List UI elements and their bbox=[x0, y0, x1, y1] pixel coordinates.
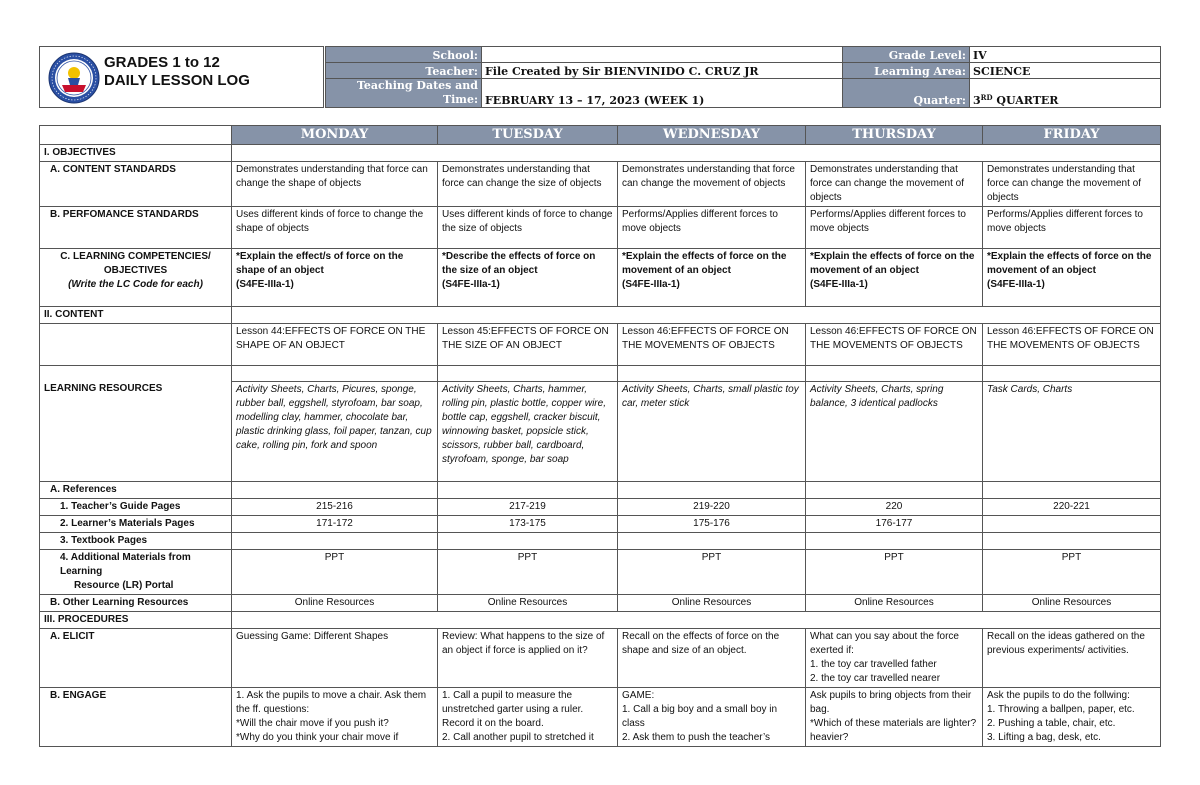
content-standards-row bbox=[40, 162, 1161, 207]
additional-tue: PPT bbox=[438, 550, 618, 595]
objectives-row bbox=[40, 145, 1161, 162]
procedures-row bbox=[40, 612, 1161, 629]
day-monday: MONDAY bbox=[232, 126, 438, 145]
content-span bbox=[232, 307, 1161, 324]
additional-mon: PPT bbox=[232, 550, 438, 595]
content-label: II. CONTENT bbox=[40, 307, 232, 324]
content-standard-fri: Demonstrates understanding that force can change the movement of objects bbox=[983, 162, 1161, 207]
resources-thu: Activity Sheets, Charts, spring balance, 3 identical padlocks bbox=[806, 382, 983, 482]
quarter-label: Quarter: bbox=[843, 79, 970, 108]
header-info-table bbox=[325, 46, 1161, 108]
resources-wed: Activity Sheets, Charts, small plastic toy car, meter stick bbox=[618, 382, 806, 482]
performance-standard-thu: Performs/Applies different forces to move objects bbox=[806, 207, 983, 249]
content-standard-thu: Demonstrates understanding that force can change the movement of objects bbox=[806, 162, 983, 207]
textbook-pages-row bbox=[40, 533, 1161, 550]
elicit-label: A. ELICIT bbox=[40, 629, 232, 688]
other-wed: Online Resources bbox=[618, 595, 806, 612]
objectives-span bbox=[232, 145, 1161, 162]
lm-pages-mon: 171-172 bbox=[232, 516, 438, 533]
tg-pages-wed: 219-220 bbox=[618, 499, 806, 516]
competency-wed: *Explain the effects of force on the movement of an object (S4FE-IIIa-1) bbox=[618, 249, 806, 307]
competency-fri: *Explain the effects of force on the movement of an object (S4FE-IIIa-1) bbox=[983, 249, 1161, 307]
lesson-wed: Lesson 46:EFFECTS OF FORCE ON THE MOVEMENTS OF OBJECTS bbox=[618, 324, 806, 366]
elicit-row bbox=[40, 629, 1161, 688]
procedures-label: III. PROCEDURES bbox=[40, 612, 232, 629]
elicit-fri: Recall on the ideas gathered on the previous experiments/ activities. bbox=[983, 629, 1161, 688]
resources-mon: Activity Sheets, Charts, Picures, sponge, rubber ball, eggshell, styrofoam, bar soap, modelling clay, hammer, chocolate bar, plastic drinking glass, foil paper, tanzan, cup cake, rolling pin, fork and spoon bbox=[232, 382, 438, 482]
teacher-value: File Created by Sir BIENVINIDO C. CRUZ JR bbox=[482, 63, 843, 79]
lm-pages-tue: 173-175 bbox=[438, 516, 618, 533]
competencies-row bbox=[40, 249, 1161, 307]
textbook-pages-label: 3. Textbook Pages bbox=[40, 533, 232, 550]
day-friday: FRIDAY bbox=[983, 126, 1161, 145]
objectives-label: I. OBJECTIVES bbox=[40, 145, 232, 162]
other-resources-row bbox=[40, 595, 1161, 612]
teacher-label: Teacher: bbox=[326, 63, 482, 79]
day-wednesday: WEDNESDAY bbox=[618, 126, 806, 145]
lesson-tue: Lesson 45:EFFECTS OF FORCE ON THE SIZE OF AN OBJECT bbox=[438, 324, 618, 366]
engage-thu: Ask pupils to bring objects from their bag. *Which of these materials are lighter? heavier? bbox=[806, 688, 983, 747]
grade-level-value: IV bbox=[970, 47, 1161, 63]
other-thu: Online Resources bbox=[806, 595, 983, 612]
resources-fri: Task Cards, Charts bbox=[983, 382, 1161, 482]
tg-pages-tue: 217-219 bbox=[438, 499, 618, 516]
lesson-row bbox=[40, 324, 1161, 366]
day-header-row bbox=[40, 126, 1161, 145]
learning-area-value: SCIENCE bbox=[970, 63, 1161, 79]
procedures-span bbox=[232, 612, 1161, 629]
additional-fri: PPT bbox=[983, 550, 1161, 595]
resources-tue: Activity Sheets, Charts, hammer, rolling pin, plastic bottle, copper wire, bottle cap, eggshell, cracker biscuit, winnowing basket, popsicle stick, scissors, rubber ball, cardboard, styrofoam, sponge, bar soap bbox=[438, 382, 618, 482]
resources-spacer-row bbox=[40, 366, 1161, 382]
engage-wed: GAME: 1. Call a big boy and a small boy in class 2. Ask them to push the teacher’s bbox=[618, 688, 806, 747]
lesson-mon: Lesson 44:EFFECTS OF FORCE ON THE SHAPE OF AN OBJECT bbox=[232, 324, 438, 366]
daily-lesson-log-table bbox=[39, 125, 1161, 747]
title-line-2: DAILY LESSON LOG bbox=[104, 72, 250, 89]
tg-pages-label: 1. Teacher’s Guide Pages bbox=[40, 499, 232, 516]
engage-tue: 1. Call a pupil to measure the unstretched garter using a ruler. Record it on the board. 2. Call another pupil to stretched it bbox=[438, 688, 618, 747]
other-fri: Online Resources bbox=[983, 595, 1161, 612]
performance-standards-row bbox=[40, 207, 1161, 249]
deped-seal-icon bbox=[48, 52, 100, 104]
grade-level-label: Grade Level: bbox=[843, 47, 970, 63]
competency-mon: *Explain the effect/s of force on the shape of an object (S4FE-IIIa-1) bbox=[232, 249, 438, 307]
other-tue: Online Resources bbox=[438, 595, 618, 612]
header-title-box bbox=[39, 46, 324, 108]
lm-pages-wed: 175-176 bbox=[618, 516, 806, 533]
performance-standard-wed: Performs/Applies different forces to move objects bbox=[618, 207, 806, 249]
elicit-thu: What can you say about the force exerted if: 1. the toy car travelled father 2. the toy car travelled nearer bbox=[806, 629, 983, 688]
corner-cell bbox=[40, 126, 232, 145]
tg-pages-row bbox=[40, 499, 1161, 516]
engage-fri: Ask the pupils to do the follwing: 1. Throwing a ballpen, paper, etc. 2. Pushing a table, chair, etc. 3. Lifting a bag, desk, etc. bbox=[983, 688, 1161, 747]
engage-label: B. ENGAGE bbox=[40, 688, 232, 747]
content-standards-label: A. CONTENT STANDARDS bbox=[40, 162, 232, 207]
additional-materials-row bbox=[40, 550, 1161, 595]
competencies-label: C. LEARNING COMPETENCIES/ OBJECTIVES (Write the LC Code for each) bbox=[40, 249, 232, 307]
additional-materials-label: 4. Additional Materials from Learning Resource (LR) Portal bbox=[40, 550, 232, 595]
school-value bbox=[482, 47, 843, 63]
content-row bbox=[40, 307, 1161, 324]
lm-pages-thu: 176-177 bbox=[806, 516, 983, 533]
lm-pages-row bbox=[40, 516, 1161, 533]
content-standard-wed: Demonstrates understanding that force can change the movement of objects bbox=[618, 162, 806, 207]
elicit-mon: Guessing Game: Different Shapes bbox=[232, 629, 438, 688]
tg-pages-fri: 220-221 bbox=[983, 499, 1161, 516]
elicit-wed: Recall on the effects of force on the shape and size of an object. bbox=[618, 629, 806, 688]
day-tuesday: TUESDAY bbox=[438, 126, 618, 145]
engage-mon: 1. Ask the pupils to move a chair. Ask them the ff. questions: *Will the chair move if you push it? *Why do you think your chair move if bbox=[232, 688, 438, 747]
additional-wed: PPT bbox=[618, 550, 806, 595]
quarter-value: 3RD QUARTER bbox=[970, 79, 1161, 108]
additional-thu: PPT bbox=[806, 550, 983, 595]
lm-pages-label: 2. Learner’s Materials Pages bbox=[40, 516, 232, 533]
learning-area-label: Learning Area: bbox=[843, 63, 970, 79]
other-resources-label: B. Other Learning Resources bbox=[40, 595, 232, 612]
teaching-dates-value: FEBRUARY 13 – 17, 2023 (WEEK 1) bbox=[482, 79, 843, 108]
day-thursday: THURSDAY bbox=[806, 126, 983, 145]
performance-standards-label: B. PERFOMANCE STANDARDS bbox=[40, 207, 232, 249]
tg-pages-mon: 215-216 bbox=[232, 499, 438, 516]
content-standard-tue: Demonstrates understanding that force can change the size of objects bbox=[438, 162, 618, 207]
lesson-thu: Lesson 46:EFFECTS OF FORCE ON THE MOVEMENTS OF OBJECTS bbox=[806, 324, 983, 366]
performance-standard-fri: Performs/Applies different forces to move objects bbox=[983, 207, 1161, 249]
performance-standard-tue: Uses different kinds of force to change the size of objects bbox=[438, 207, 618, 249]
teaching-dates-label: Teaching Dates and Time: bbox=[326, 79, 482, 108]
lm-pages-fri bbox=[983, 516, 1161, 533]
elicit-tue: Review: What happens to the size of an object if force is applied on it? bbox=[438, 629, 618, 688]
lesson-label-blank bbox=[40, 324, 232, 366]
references-label: A. References bbox=[40, 482, 232, 499]
learning-resources-label: LEARNING RESOURCES bbox=[40, 366, 232, 482]
engage-row bbox=[40, 688, 1161, 747]
competency-thu: *Explain the effects of force on the movement of an object (S4FE-IIIa-1) bbox=[806, 249, 983, 307]
tg-pages-thu: 220 bbox=[806, 499, 983, 516]
lesson-fri: Lesson 46:EFFECTS OF FORCE ON THE MOVEMENTS OF OBJECTS bbox=[983, 324, 1161, 366]
content-standard-mon: Demonstrates understanding that force can change the shape of objects bbox=[232, 162, 438, 207]
competency-tue: *Describe the effects of force on the size of an object (S4FE-IIIa-1) bbox=[438, 249, 618, 307]
references-row bbox=[40, 482, 1161, 499]
performance-standard-mon: Uses different kinds of force to change the shape of objects bbox=[232, 207, 438, 249]
other-mon: Online Resources bbox=[232, 595, 438, 612]
school-label: School: bbox=[326, 47, 482, 63]
title-line-1: GRADES 1 to 12 bbox=[104, 54, 220, 71]
